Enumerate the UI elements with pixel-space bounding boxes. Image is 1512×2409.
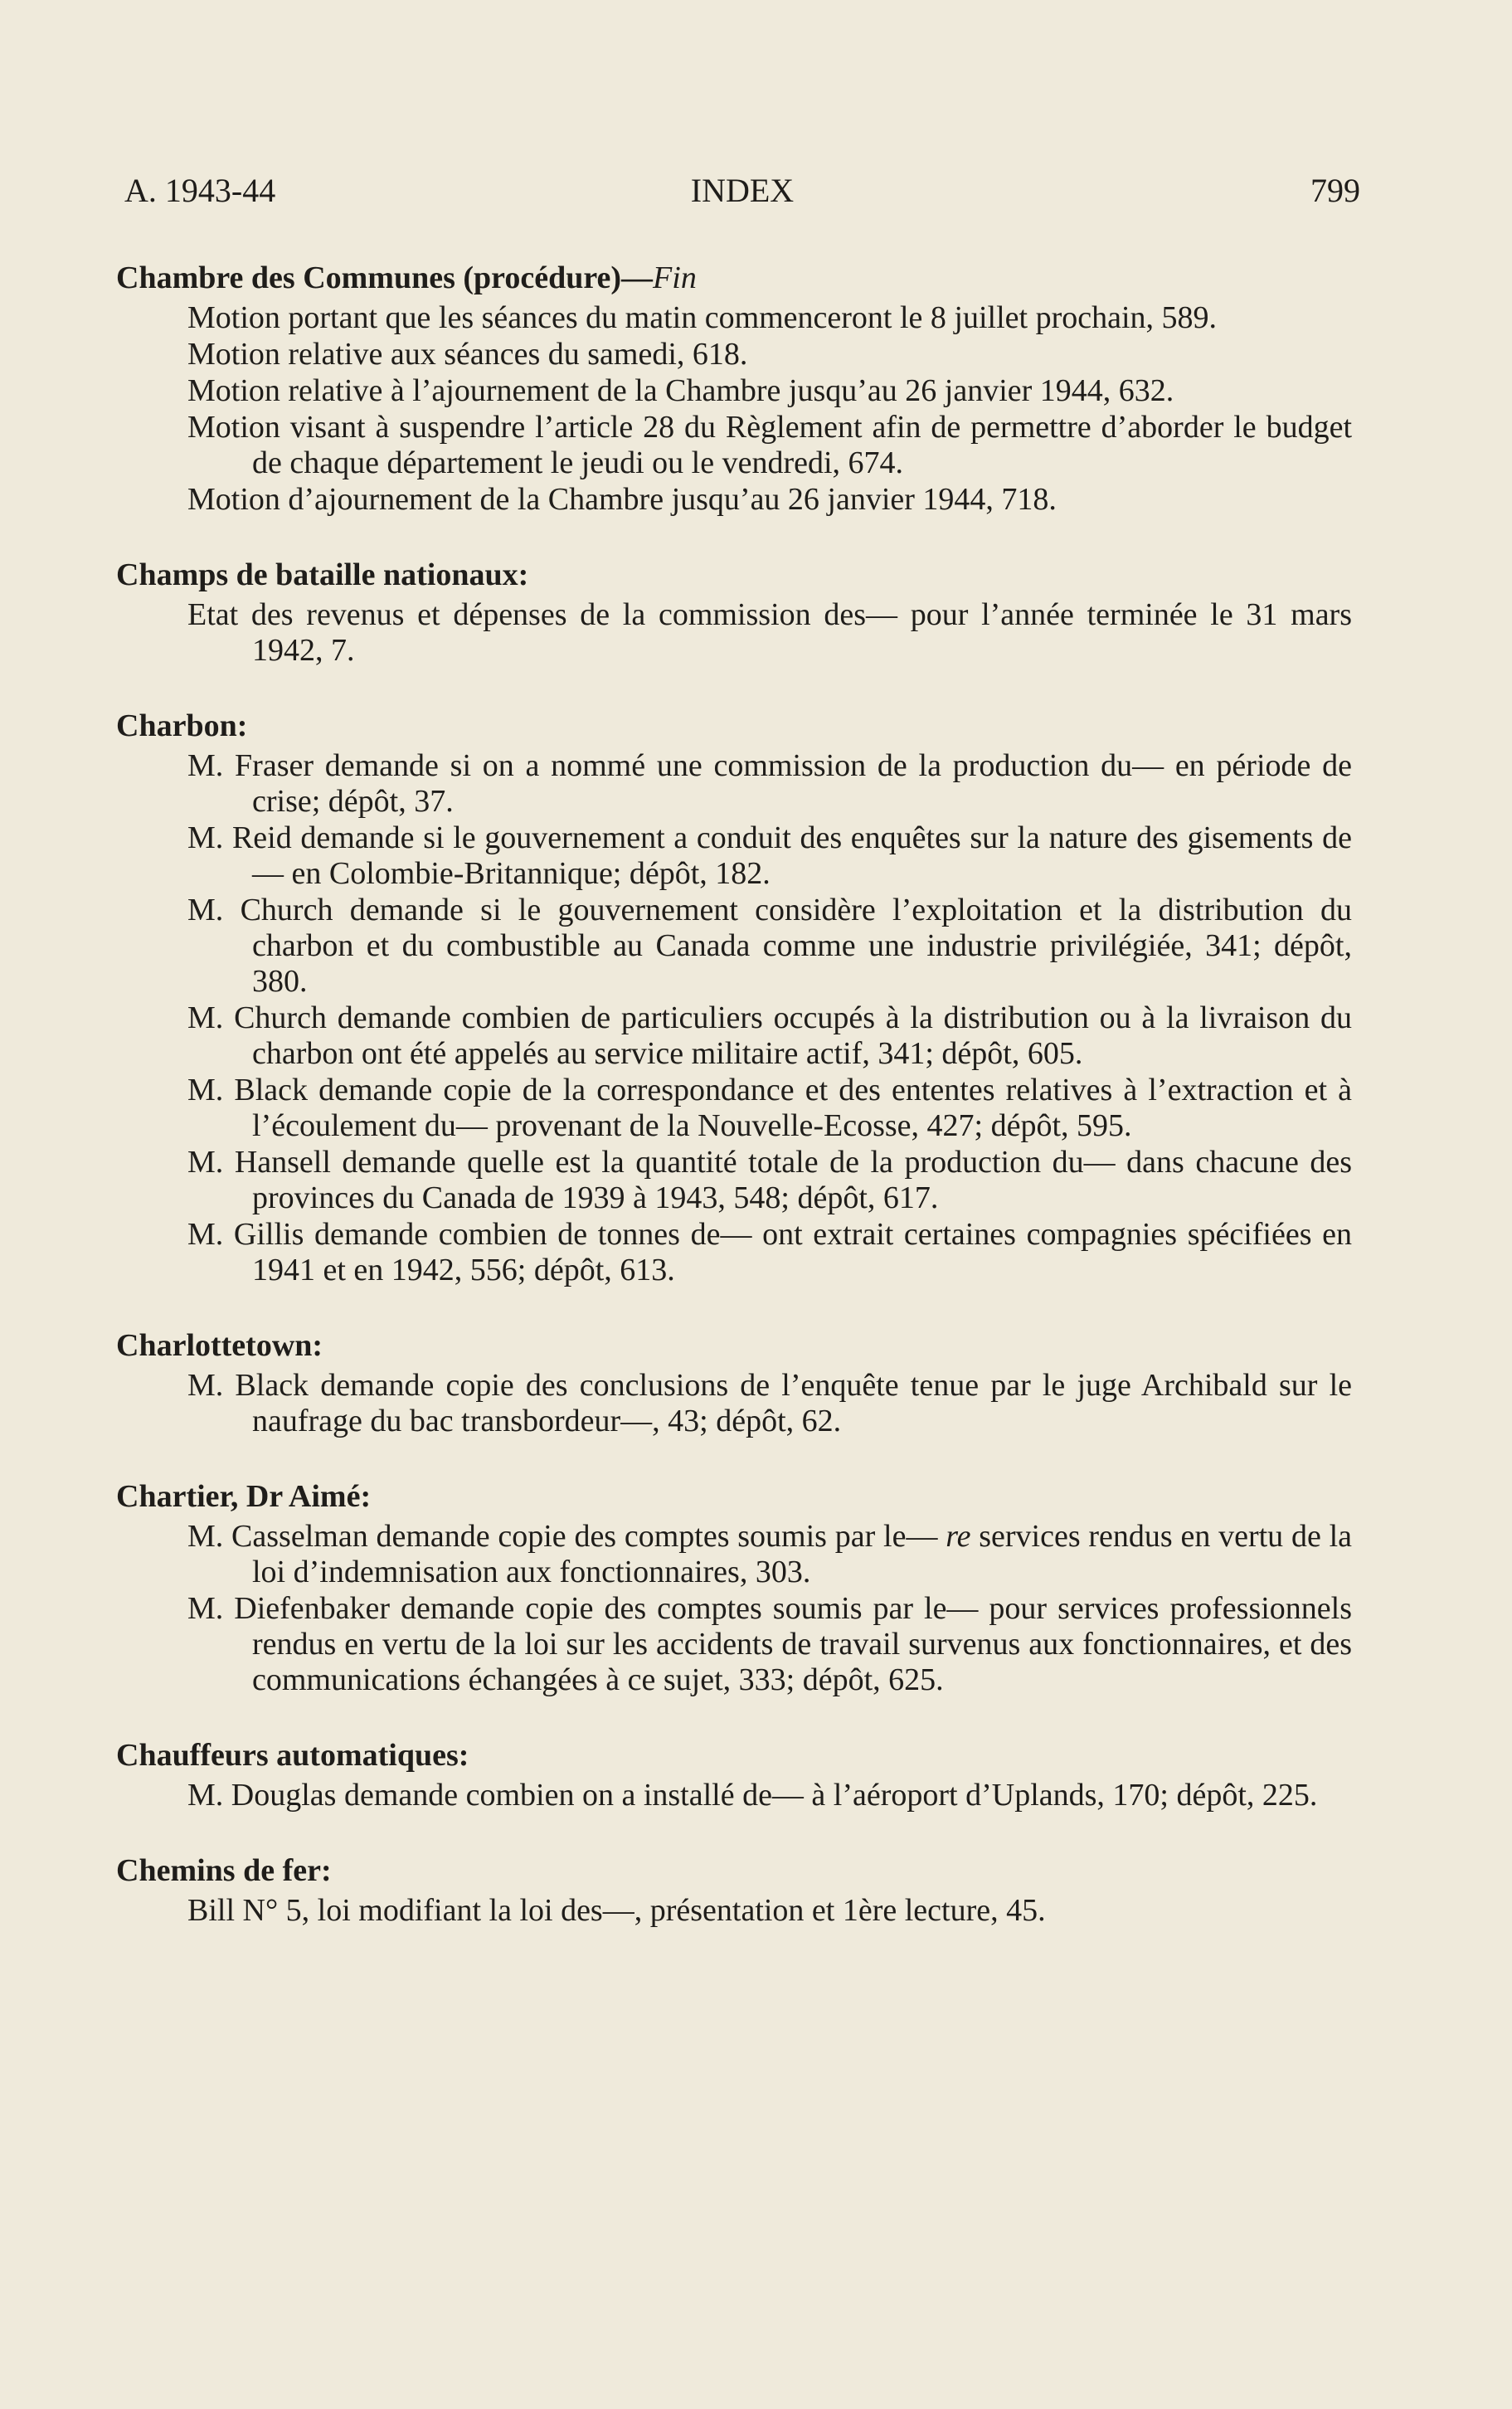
section-heading: Chambre des Communes (procédure)—Fin	[116, 260, 697, 295]
index-section-chartier	[116, 1476, 1352, 1698]
section-heading: Chauffeurs automatiques:	[116, 1738, 469, 1773]
index-entry: M. Black demande copie de la correspondance et des ententes relatives à l’extraction et à l’écoulement du— provenant de la Nouvelle-Ecosse, 427; dépôt, 595.	[187, 1073, 1352, 1143]
index-entry: M. Reid demande si le gouvernement a conduit des enquêtes sur la nature des gisements de— en Colombie-Britannique; dépôt, 182.	[187, 820, 1352, 891]
page-number: 799	[1310, 172, 1360, 209]
index-entry: M. Casselman demande copie des comptes soumis par le— re services rendus en vertu de la loi d’indemnisation aux fonctionnaires, 303.	[187, 1519, 1353, 1589]
section-heading: Charbon:	[116, 708, 248, 743]
section-heading: Chartier, Dr Aimé:	[116, 1479, 372, 1514]
index-title: INDEX	[690, 172, 795, 209]
index-entry: Motion visant à suspendre l’article 28 du Règlement afin de permettre d’aborder le budget de chaque département le jeudi ou le vendredi, 674.	[187, 410, 1352, 480]
section-heading: Charlottetown:	[116, 1328, 323, 1363]
index-entry: M. Gillis demande combien de tonnes de— ont extrait certaines compagnies spécifiées en 1941 et en 1942, 556; dépôt, 613.	[187, 1217, 1352, 1287]
index-entry: Etat des revenus et dépenses de la commission des— pour l’année terminée le 31 mars 1942, 7.	[187, 597, 1352, 668]
index-section-champs-de-bataille	[116, 554, 1352, 669]
index-entry: Motion relative à l’ajournement de la Chambre jusqu’au 26 janvier 1944, 632.	[187, 373, 1174, 408]
session-label: A. 1943-44	[124, 172, 276, 209]
index-entry: Motion relative aux séances du samedi, 618.	[187, 337, 748, 372]
index-section-charlottetown	[116, 1325, 1352, 1439]
index-entry: M. Church demande combien de particuliers occupés à la distribution ou à la livraison du charbon ont été appelés au service militaire actif, 341; dépôt, 605.	[187, 1000, 1352, 1071]
index-entry: M. Black demande copie des conclusions de l’enquête tenue par le juge Archibald sur le naufrage du bac transbordeur—, 43; dépôt, 62.	[187, 1368, 1352, 1438]
index-entry: Motion d’ajournement de la Chambre jusqu’au 26 janvier 1944, 718.	[187, 482, 1057, 517]
index-section-chemins-de-fer	[116, 1850, 1352, 1929]
index-section-charbon	[116, 705, 1352, 1288]
index-entry: M. Douglas demande combien on a installé de— à l’aéroport d’Uplands, 170; dépôt, 225.	[187, 1778, 1318, 1813]
index-entry: Bill N° 5, loi modifiant la loi des—, présentation et 1ère lecture, 45.	[187, 1893, 1046, 1928]
running-head	[124, 166, 1360, 216]
index-entry: Motion portant que les séances du matin commenceront le 8 juillet prochain, 589.	[187, 300, 1218, 335]
index-entry: M. Church demande si le gouvernement considère l’exploitation et la distribution du charbon et du combustible au Canada comme une industrie privilégiée, 341; dépôt, 380.	[187, 893, 1352, 999]
section-heading: Chemins de fer:	[116, 1853, 332, 1888]
index-entry: M. Diefenbaker demande copie des comptes soumis par le— pour services professionnels rendus en vertu de la loi sur les accidents de travail survenus aux fonctionnaires, et des communications échangées à ce sujet, 333; dépôt, 625.	[187, 1591, 1352, 1697]
section-heading: Champs de bataille nationaux:	[116, 557, 529, 592]
index-content	[116, 257, 1352, 1965]
index-section-chauffeurs	[116, 1735, 1352, 1813]
index-section-chambre-des-communes	[116, 257, 1352, 518]
index-entry: M. Hansell demande quelle est la quantité totale de la production du— dans chacune des provinces du Canada de 1939 à 1943, 548; dépôt, 617.	[187, 1145, 1352, 1215]
index-entry: M. Fraser demande si on a nommé une commission de la production du— en période de crise; dépôt, 37.	[187, 748, 1352, 819]
